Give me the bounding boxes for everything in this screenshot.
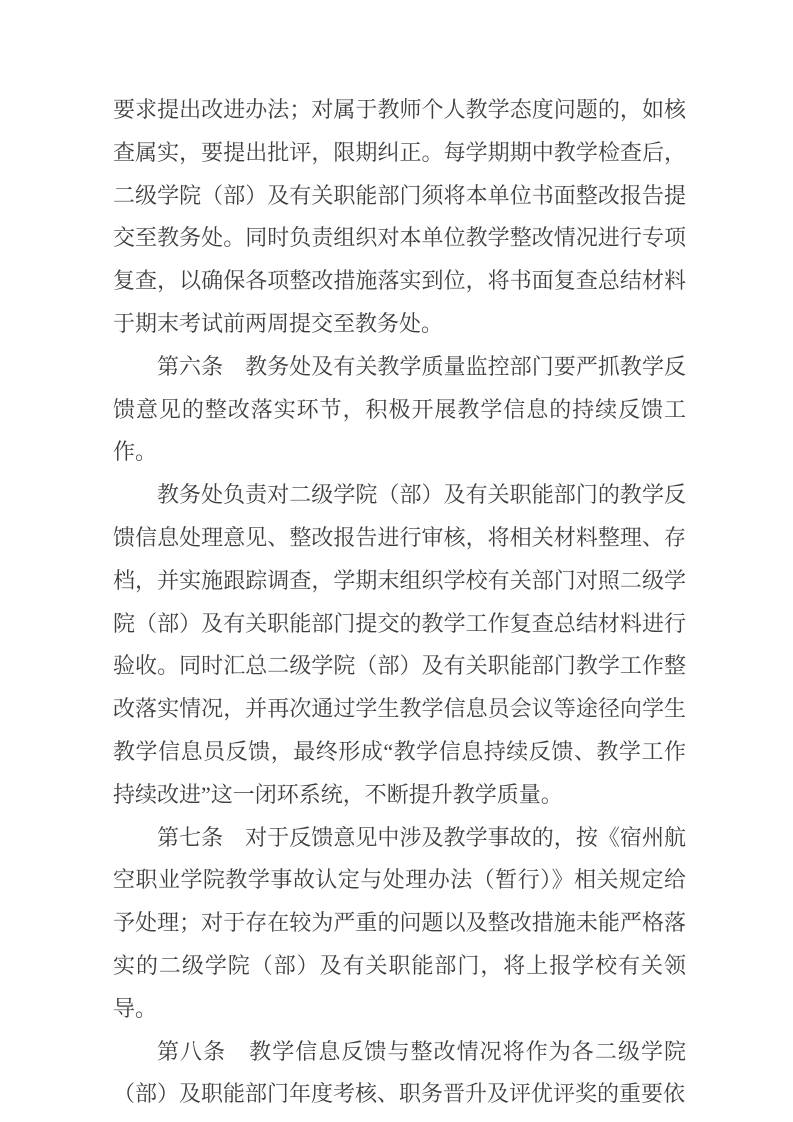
document-body — [113, 89, 686, 1116]
paragraph-article-6: 第六条 教务处及有关教学质量监控部门要严抓教学反馈意见的整改落实环节，积极开展教学信息的持续反馈工作。 — [113, 353, 686, 465]
paragraph-article-7: 第七条 对于反馈意见中涉及教学事故的，按《宿州航空职业学院教学事故认定与处理办法（暂行）》相关规定给予处理；对于存在较为严重的问题以及整改措施未能严格落实的二级学院（部）及有关职能部门，将上报学校有关领导。 — [113, 824, 686, 1021]
paragraph-continuation: 要求提出改进办法；对属于教师个人教学态度问题的，如核查属实，要提出批评，限期纠正。每学期期中教学检查后，二级学院（部）及有关职能部门须将本单位书面整改报告提交至教务处。同时负责组织对本单位教学整改情况进行专项复查，以确保各项整改措施落实到位，将书面复查总结材料于期末考试前两周提交至教务处。 — [113, 97, 686, 336]
paragraph-article-8: 第八条 教学信息反馈与整改情况将作为各二级学院（部）及职能部门年度考核、职务晋升及评优评奖的重要依 — [113, 1038, 686, 1107]
paragraph-academic-affairs-duties: 教务处负责对二级学院（部）及有关职能部门的教学反馈信息处理意见、整改报告进行审核，将相关材料整理、存档，并实施跟踪调查，学期末组织学校有关部门对照二级学院（部）及有关职能部门提交的教学工作复查总结材料进行验收。同时汇总二级学院（部）及有关职能部门教学工作整改落实情况，并再次通过学生教学信息员会议等途径向学生教学信息员反馈，最终形成“教学信息持续反馈、教学工作持续改进”这一闭环系统，不断提升教学质量。 — [113, 482, 686, 807]
